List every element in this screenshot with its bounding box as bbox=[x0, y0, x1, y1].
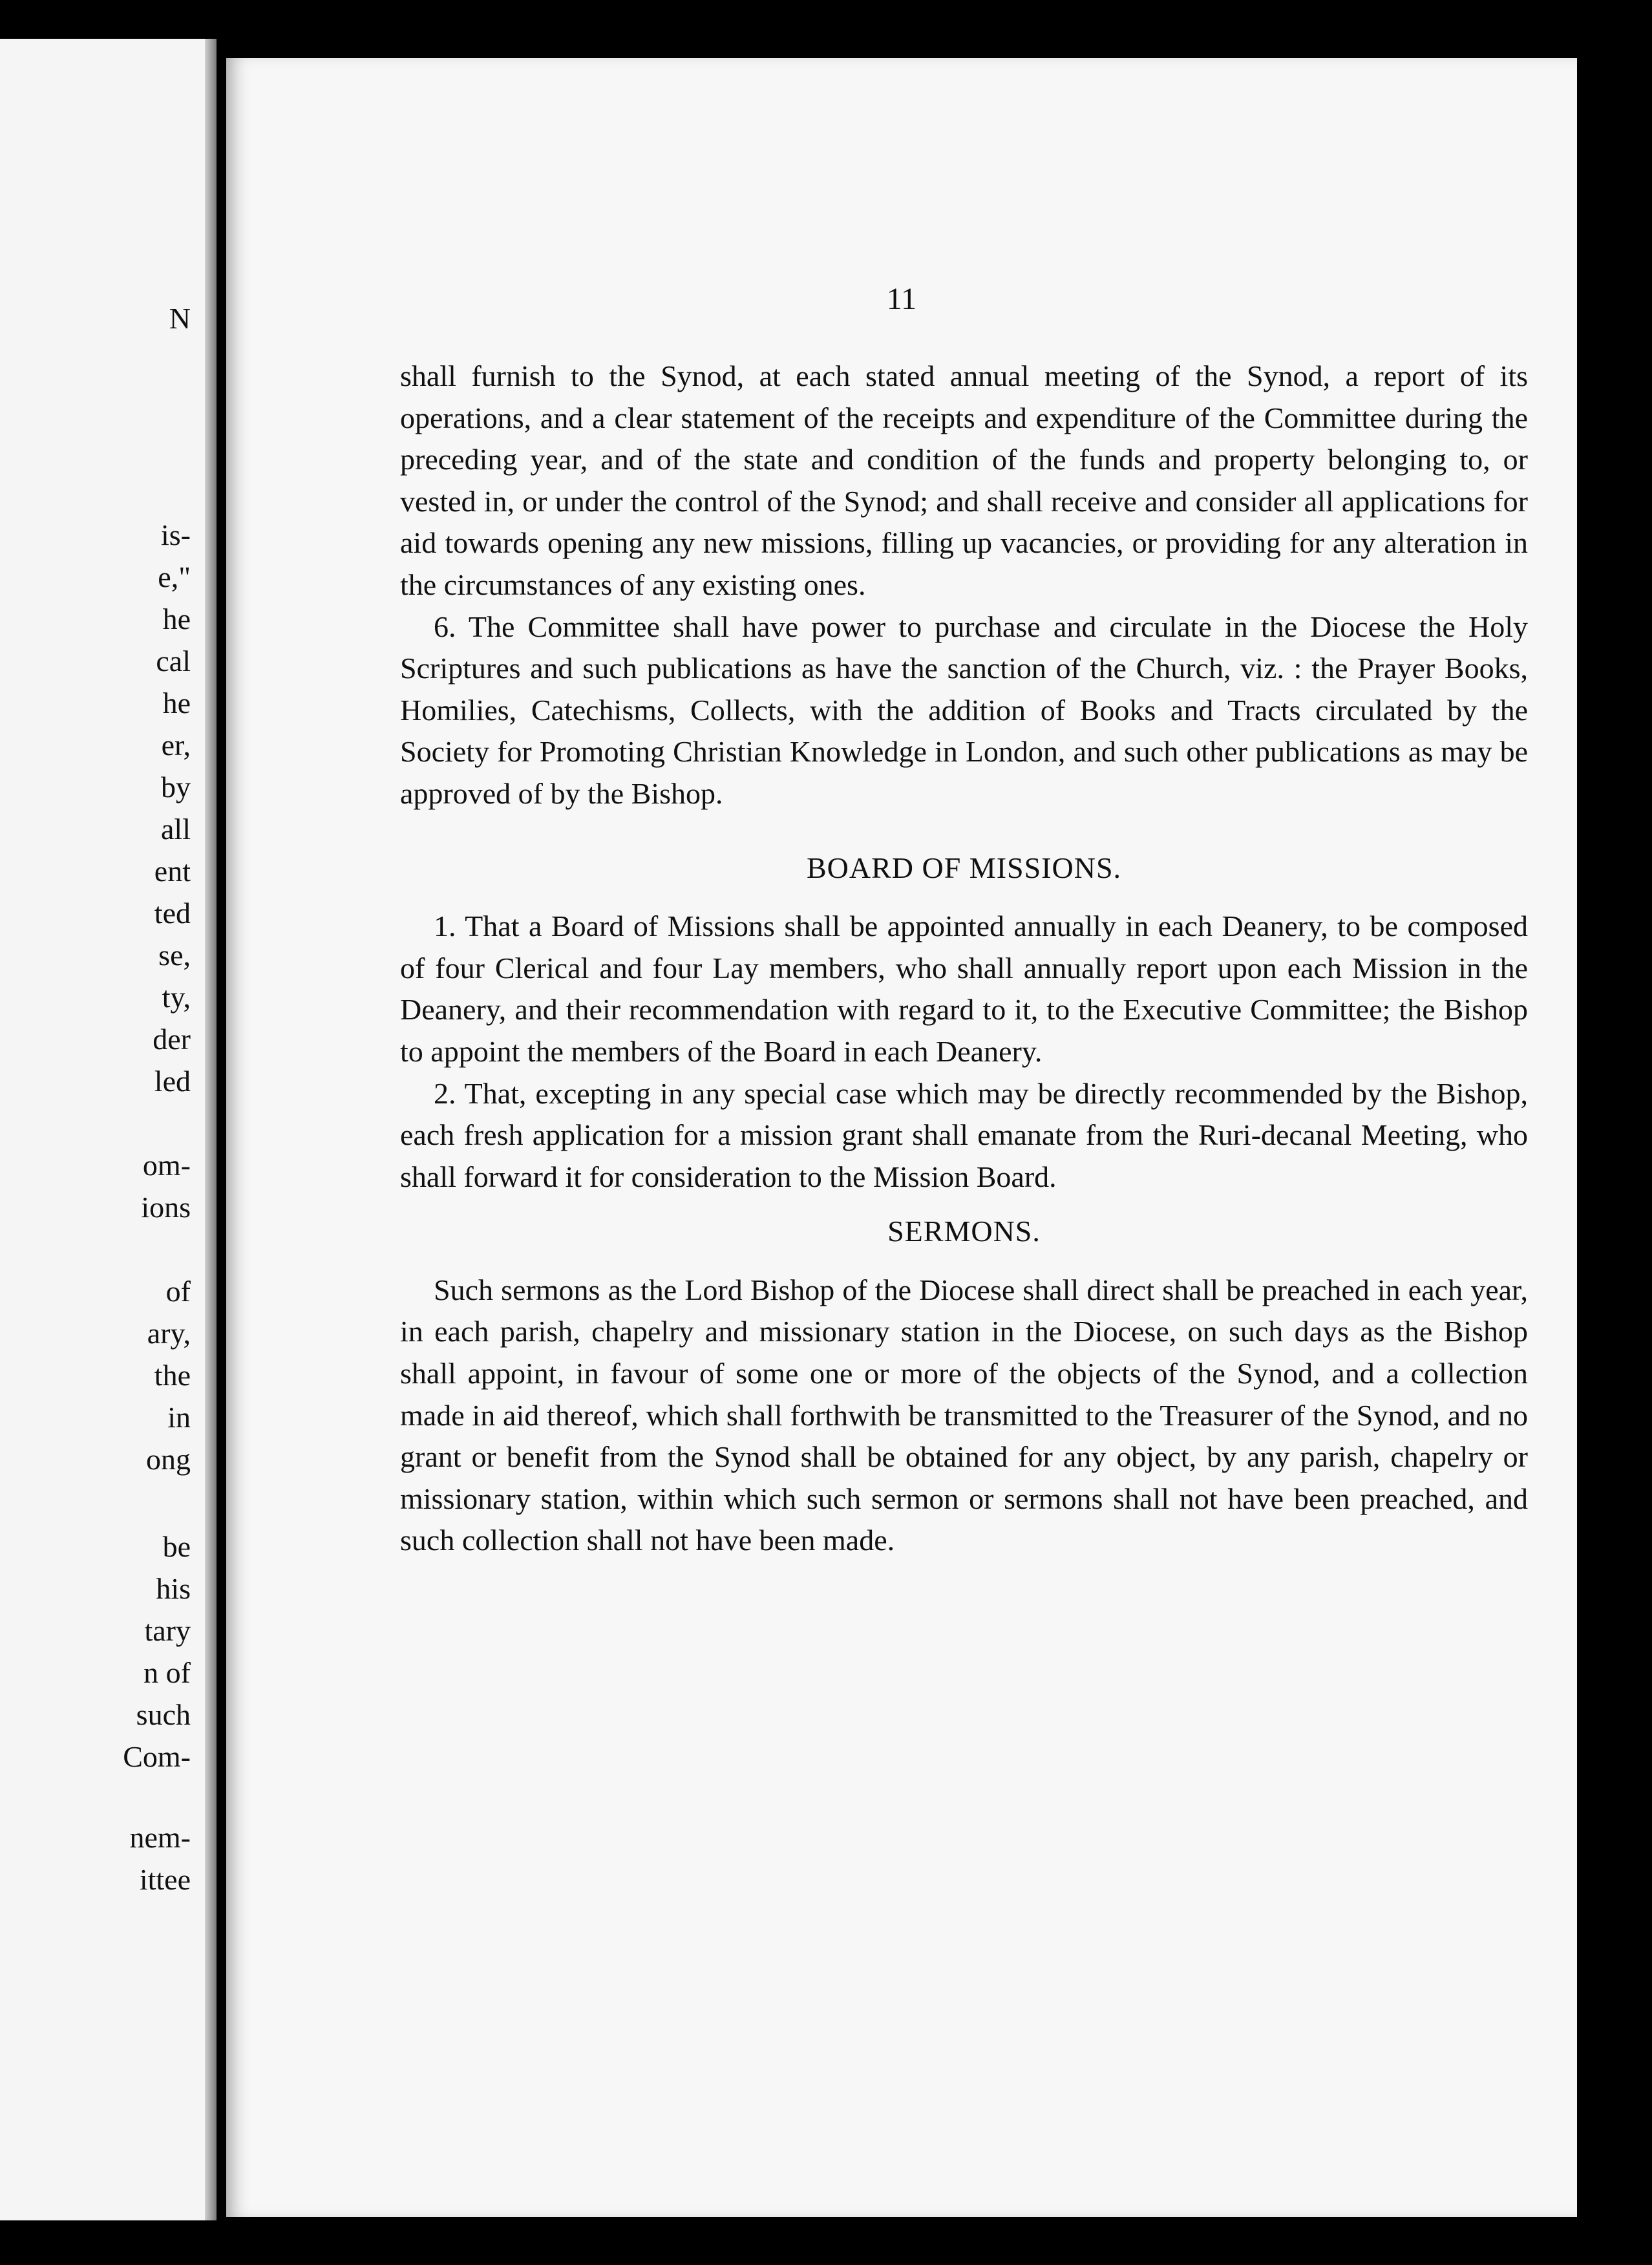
left-page-fragment: ions bbox=[141, 1191, 191, 1224]
left-page-fragment: he bbox=[162, 686, 191, 719]
left-page-fragment: er, bbox=[161, 728, 191, 761]
board-of-missions-heading: BOARD OF MISSIONS. bbox=[806, 851, 1122, 884]
left-page-fragment: he bbox=[162, 602, 191, 635]
left-page-fragment: der bbox=[153, 1023, 191, 1056]
left-page-fragment: n of bbox=[143, 1656, 191, 1689]
left-page-fragment: ary, bbox=[147, 1317, 191, 1350]
left-page-fragment: Com- bbox=[123, 1740, 191, 1773]
left-page-fragment: ty, bbox=[162, 981, 191, 1014]
left-page-fragment: such bbox=[136, 1698, 191, 1731]
left-page-fragment: tary bbox=[144, 1614, 191, 1647]
main-page bbox=[226, 58, 1577, 2217]
left-page-fragment: nem- bbox=[129, 1821, 191, 1854]
left-page-fragment: ittee bbox=[139, 1863, 191, 1896]
opening-paragraph: shall furnish to the Synod, at each stated annual meeting of the Synod, a report of its operations, and a clear statement of the receipts and expenditure of the Committee during the preceding year, and of the state and condition of the funds and property belonging to, or vested in, or under the control of the Synod; and shall receive and consider all applications for aid towards opening any new missions, filling up vacancies, or providing for any alteration in the circumstances of any existing ones. bbox=[400, 359, 1528, 601]
board-item-1: 1. That a Board of Missions shall be appointed annually in each Deanery, to be composed of four Clerical and four Lay members, who shall annually report upon each Mission in the Deanery, and their recommendation with regard to it, to the Executive Committee; the Bishop to appoint the members of the Board in each Deanery. bbox=[400, 909, 1528, 1068]
page-body bbox=[400, 356, 1528, 1562]
left-page-fragment: ong bbox=[146, 1443, 191, 1476]
page-number: 11 bbox=[886, 282, 917, 316]
left-page-fragment: e," bbox=[158, 560, 191, 593]
board-item-2: 2. That, excepting in any special case which may be directly recommended by the Bishop, each fresh application for a mission grant shall emanate from the Ruri-decanal Meeting, who shall forward it for consideration to the Mission Board. bbox=[400, 1076, 1528, 1193]
left-page-fragment: ent bbox=[154, 855, 191, 888]
left-page-fragment: N bbox=[169, 302, 191, 335]
sermons-paragraph: Such sermons as the Lord Bishop of the Diocese shall direct shall be preached in each year, in each parish, chapelry and missionary station in the Diocese, on such days as the Bishop shall appoint, in favour of some one or more of the objects of the Synod, and a collection made in aid thereof, which shall forthwith be transmitted to the Treasurer of the Synod, and no grant or benefit from the Synod shall be obtained for any object, by any parish, chapelry or missionary station, within which such sermon or sermons shall not have been preached, and such collection shall not have been made. bbox=[400, 1273, 1528, 1557]
left-facing-page bbox=[0, 39, 217, 2220]
left-page-fragment: of bbox=[165, 1275, 191, 1308]
paragraph-6: 6. The Committee shall have power to purchase and circulate in the Diocese the Holy Scriptures and such publications as have the sanction of the Church, viz. : the Prayer Books, Homilies, Catechisms, Collects, with the addition of Books and Tracts circulated by the Society for Promoting Christian Knowledge in London, and such other publications as may be approved of by the Bishop. bbox=[400, 610, 1528, 810]
left-page-fragment: om- bbox=[142, 1149, 191, 1182]
left-page-fragment: all bbox=[161, 813, 191, 845]
left-page-fragment: in bbox=[167, 1401, 191, 1434]
page-gutter bbox=[205, 39, 217, 2220]
sermons-heading: SERMONS. bbox=[887, 1215, 1041, 1248]
left-page-fragment: be bbox=[162, 1530, 191, 1563]
left-page-fragment: is- bbox=[161, 518, 191, 551]
left-page-fragment: cal bbox=[156, 644, 191, 677]
left-page-fragment: his bbox=[156, 1572, 191, 1605]
left-page-fragment: the bbox=[154, 1359, 191, 1392]
left-page-fragment: se, bbox=[158, 939, 191, 972]
left-page-fragment: ted bbox=[154, 897, 191, 930]
left-page-fragment: led bbox=[154, 1065, 191, 1098]
left-page-fragment: by bbox=[161, 771, 191, 803]
